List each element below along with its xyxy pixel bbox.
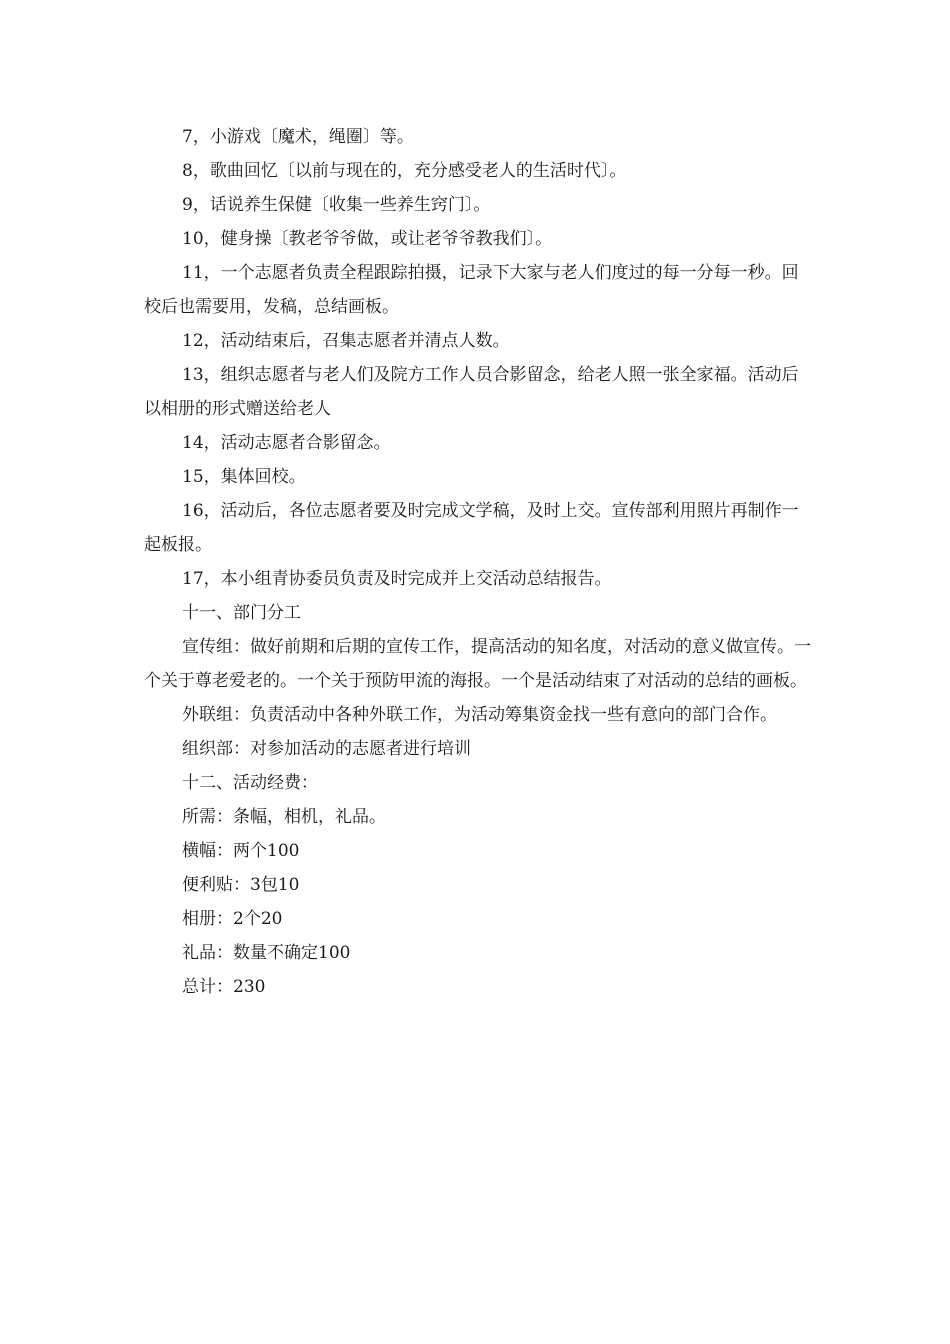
budget-total: 总计：230 — [182, 977, 266, 997]
paragraph-item-17: 17，本小组青协委员负责及时完成并上交活动总结报告。 — [182, 569, 612, 589]
budget-gifts: 礼品：数量不确定100 — [182, 943, 351, 963]
paragraph-item-14: 14，活动志愿者合影留念。 — [182, 433, 391, 453]
paragraph-item-13: 13，组织志愿者与老人们及院方工作人员合影留念，给老人照一张全家福。活动后以相册的形式赠送给老人 — [144, 365, 799, 419]
paragraph-item-7: 7，小游戏〔魔术，绳圈〕等。 — [182, 127, 414, 147]
paragraph-liaison-group: 外联组：负责活动中各种外联工作，为活动筹集资金找一些有意向的部门合作。 — [182, 705, 777, 725]
budget-album: 相册：2个20 — [182, 909, 283, 929]
budget-banner: 横幅：两个100 — [182, 841, 300, 861]
paragraph-item-8: 8，歌曲回忆〔以前与现在的，充分感受老人的生活时代〕。 — [182, 161, 627, 181]
budget-sticky-notes: 便利贴：3包10 — [182, 875, 300, 895]
paragraph-item-12: 12，活动结束后，召集志愿者并清点人数。 — [182, 331, 510, 351]
section-heading-budget: 十二、活动经费： — [182, 773, 318, 793]
paragraph-publicity-group: 宣传组：做好前期和后期的宣传工作，提高活动的知名度，对活动的意义做宣传。一个关于尊老爱老的。一个关于预防甲流的海报。一个是活动结束了对活动的总结的画板。 — [144, 637, 811, 691]
paragraph-item-10: 10，健身操〔教老爷爷做，或让老爷爷教我们〕。 — [182, 229, 553, 249]
document-body — [144, 120, 814, 1004]
paragraph-item-9: 9，话说养生保健〔收集一些养生窍门〕。 — [182, 195, 491, 215]
budget-needs: 所需：条幅，相机，礼品。 — [182, 807, 386, 827]
paragraph-item-15: 15，集体回校。 — [182, 467, 306, 487]
paragraph-organization-dept: 组织部：对参加活动的志愿者进行培训 — [182, 739, 471, 759]
section-heading-division: 十一、部门分工 — [182, 603, 301, 623]
paragraph-item-11: 11，一个志愿者负责全程跟踪拍摄，记录下大家与老人们度过的每一分每一秒。回校后也需要用，发稿，总结画板。 — [144, 263, 799, 317]
paragraph-item-16: 16，活动后，各位志愿者要及时完成文学稿，及时上交。宣传部利用照片再制作一起板报。 — [144, 501, 799, 555]
